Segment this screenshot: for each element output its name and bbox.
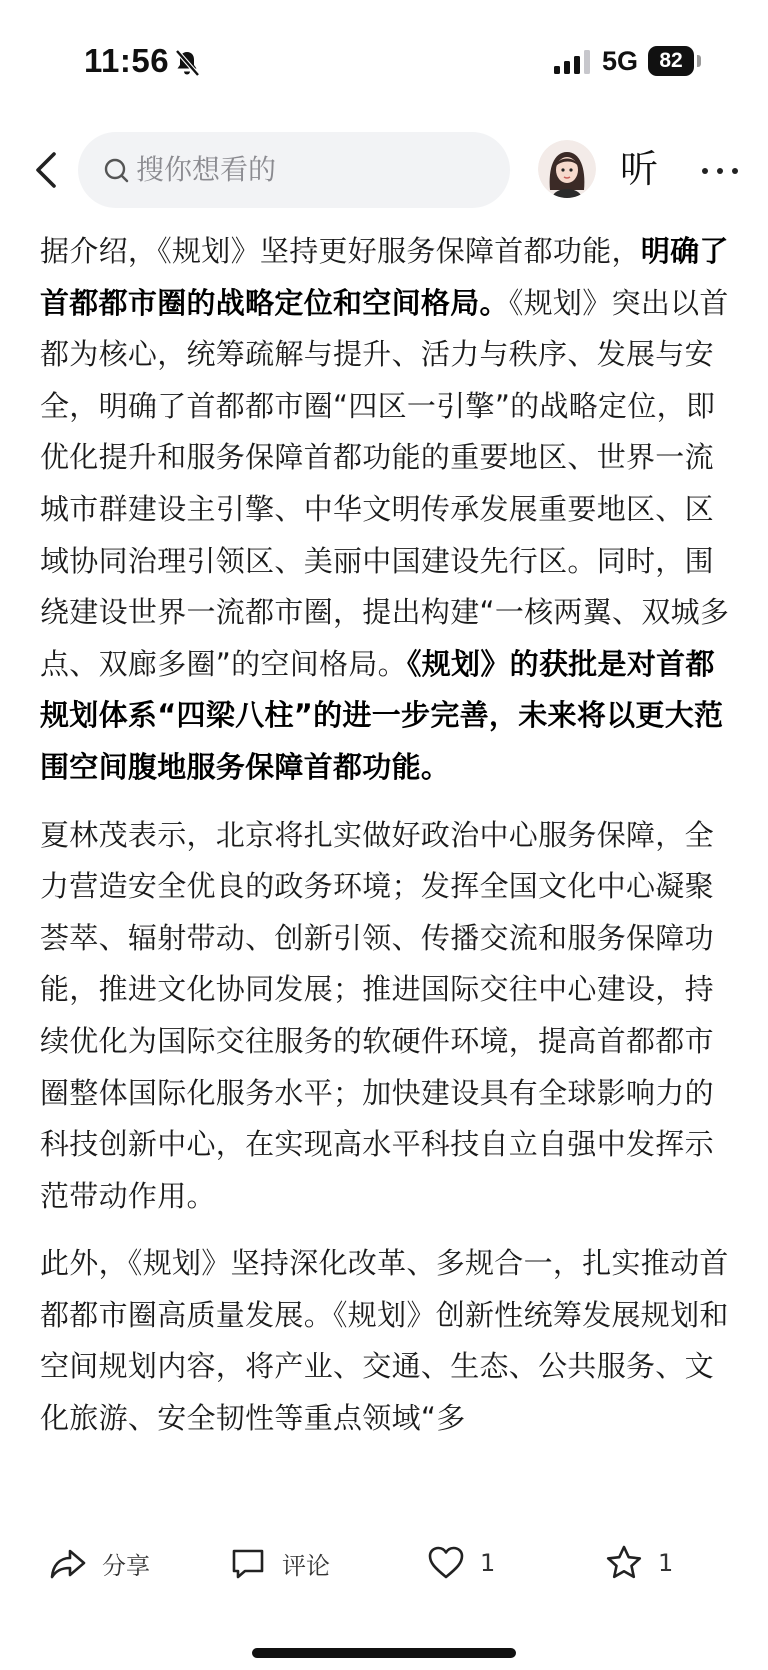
paragraph-text: 夏林茂表示，北京将扎实做好政治中心服务保障，全力营造安全优良的政务环境；发挥全国文化中心凝聚荟萃、辐射带动、创新引领、传播交流和服务保障功能，推进文化协同发展；推进国际交往中心建设，持续优化为国际交往服务的软硬件环境，提高首都都市圈整体国际化服务水平；加快建设具有全球影响力的科技创新中心，在实现高水平科技自立自强中发挥示范带动作用。 xyxy=(40,817,714,1213)
signal-icon xyxy=(554,50,592,74)
comment-icon xyxy=(228,1543,268,1583)
article-paragraph xyxy=(40,810,736,1223)
avatar-icon xyxy=(538,140,596,198)
more-icon[interactable] xyxy=(692,142,748,198)
article-body xyxy=(40,226,736,1516)
paragraph-bold-text: 《规划》的获批是对首都规划体系“四梁八柱”的进一步完善，未来将以更大范围空间腹地服务保障首都功能。 xyxy=(40,646,724,784)
paragraph-text: 《规划》突出以首都为核心，统筹疏解与提升、活力与秩序、发展与安全，明确了首都都市圈“四区一引擎”的战略定位，即优化提升和服务保障首都功能的重要地区、世界一流城市群建设主引擎、中华文明传承发展重要地区、区域协同治理引领区、美丽中国建设先行区。同时，围绕建设世界一流都市圈，提出构建“一核两翼、双城多点、双廊多圈”的空间格局。 xyxy=(40,285,730,681)
paragraph-text: 据介绍，《规划》坚持更好服务保障首都功能， xyxy=(40,234,641,268)
share-icon xyxy=(48,1543,88,1583)
favorite-button[interactable] xyxy=(604,1538,673,1588)
home-indicator[interactable] xyxy=(252,1648,516,1658)
star-icon xyxy=(604,1543,644,1583)
network-type: 5G xyxy=(602,46,639,76)
heart-icon xyxy=(426,1543,466,1583)
like-button[interactable] xyxy=(426,1538,495,1588)
search-placeholder: 搜你想看的 xyxy=(136,153,277,186)
search-icon xyxy=(102,156,132,186)
share-label: 分享 xyxy=(102,1551,150,1580)
more-dot xyxy=(702,168,708,174)
comment-button[interactable] xyxy=(228,1538,330,1588)
avatar[interactable] xyxy=(538,140,596,198)
search-input[interactable] xyxy=(78,132,510,208)
status-bar xyxy=(0,0,768,120)
bell-off-icon xyxy=(172,48,202,78)
article-paragraph xyxy=(40,1238,736,1444)
status-time: 11:56 xyxy=(84,42,170,79)
article-paragraph xyxy=(40,226,736,794)
battery-cap xyxy=(697,55,701,67)
listen-button[interactable]: 听 xyxy=(620,147,659,191)
comment-label: 评论 xyxy=(282,1551,330,1580)
paragraph-bold-text: 明确了首都都市圈的战略定位和空间格局。 xyxy=(40,234,729,320)
paragraph-text: 此外，《规划》坚持深化改革、多规合一，扎实推动首都都市圈高质量发展。《规划》创新性统筹发展规划和空间规划内容，将产业、交通、生态、公共服务、文化旅游、安全韧性等重点领域“多 xyxy=(40,1246,729,1436)
more-dot xyxy=(717,168,723,174)
more-dot xyxy=(732,168,738,174)
top-nav xyxy=(0,128,768,212)
bottom-action-bar xyxy=(0,1520,768,1610)
back-icon[interactable] xyxy=(28,142,64,198)
battery-level: 82 xyxy=(648,46,694,76)
share-button[interactable] xyxy=(48,1538,150,1588)
like-count: 1 xyxy=(480,1549,496,1577)
favorite-count: 1 xyxy=(658,1549,674,1577)
battery-icon xyxy=(648,46,702,76)
